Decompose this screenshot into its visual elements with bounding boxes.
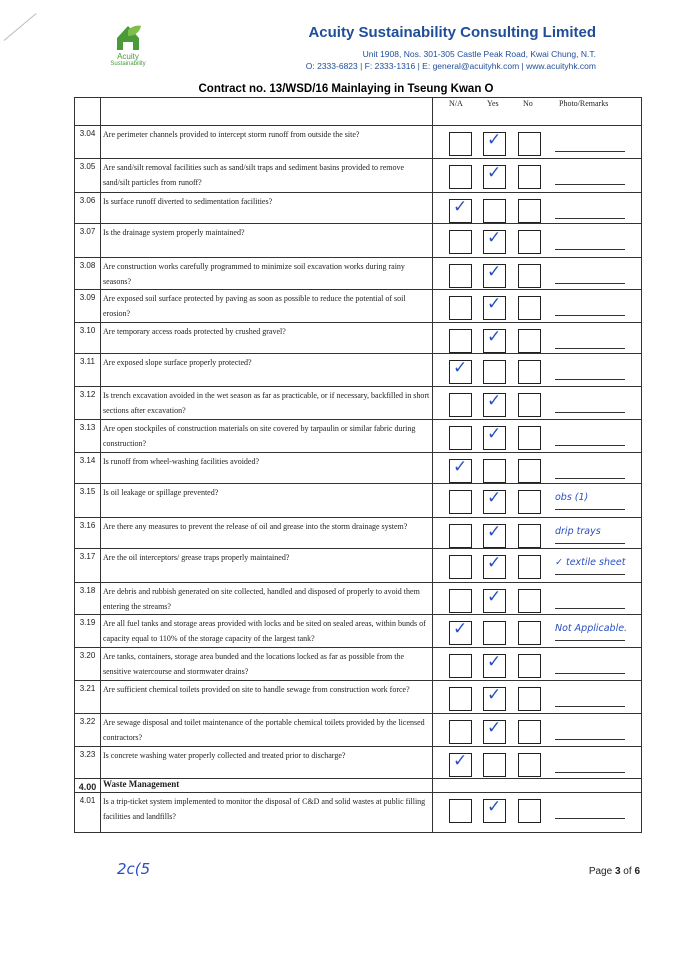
checkbox-yes[interactable] [483,360,506,384]
answer-cell [433,193,642,224]
handwritten-remark: Not Applicable. [555,623,628,634]
item-number: 3.22 [75,714,101,747]
item-number: 3.16 [75,518,101,549]
item-question: Is runoff from wheel-washing facilities avoided? [101,453,433,484]
item-number: 3.17 [75,549,101,583]
item-question: Are open stockpiles of construction materials on site covered by tarpaulin or similar fabric during construction? [101,420,433,453]
check-mark-icon: ✓ [487,685,502,705]
checkbox-no[interactable] [518,165,541,189]
answer-cell [433,420,642,453]
checkbox-no[interactable] [518,393,541,417]
company-logo [100,20,156,78]
checkbox-no[interactable] [518,654,541,678]
check-mark-icon: ✓ [453,197,468,217]
table-header-row [75,98,642,126]
remark-line[interactable] [555,218,625,219]
page-of: of [620,866,635,877]
check-mark-icon: ✓ [453,457,468,477]
checkbox-na[interactable] [449,720,472,744]
table-row [75,583,642,615]
check-mark-icon: ✓ [487,294,502,314]
answer-cell [433,258,642,290]
item-question: Are tanks, containers, storage area bunded and the locations locked as far as possible from the sensitive watercourse and stormwater drains? [101,648,433,681]
answer-cell [433,615,642,648]
item-question: Are there any measures to prevent the release of oil and grease into the storm drainage system? [101,518,433,549]
checkbox-no[interactable] [518,524,541,548]
item-question: Is the drainage system properly maintained? [101,224,433,258]
check-mark-icon: ✓ [487,163,502,183]
item-question: Is oil leakage or spillage prevented? [101,484,433,518]
checkbox-no[interactable] [518,589,541,613]
check-mark-icon: ✓ [487,797,502,817]
remark-line[interactable] [555,379,625,380]
check-mark-icon: ✓ [487,228,502,248]
checklist-table [74,97,642,833]
answer-cell [433,159,642,193]
checkbox-no[interactable] [518,132,541,156]
checkbox-no[interactable] [518,296,541,320]
answer-cell [433,793,642,833]
item-question: Are sewage disposal and toilet maintenance of the portable chemical toilets provided by the licensed contractors? [101,714,433,747]
remark-line[interactable] [555,412,625,413]
remark-line[interactable] [555,249,625,250]
table-row [75,126,642,159]
header-num-cell [75,98,101,126]
checkbox-no[interactable] [518,360,541,384]
header-question-cell [101,98,433,126]
checkbox-na[interactable] [449,132,472,156]
item-number: 4.01 [75,793,101,833]
table-row [75,354,642,387]
checkbox-na[interactable] [449,555,472,579]
checkbox-no[interactable] [518,687,541,711]
item-number: 3.06 [75,193,101,224]
table-row [75,648,642,681]
check-mark-icon: ✓ [487,553,502,573]
initials-signature: 2c(5 [117,860,151,878]
item-number: 3.12 [75,387,101,420]
answer-cell [433,549,642,583]
checklist-rows [75,126,642,833]
remark-line[interactable] [555,445,625,446]
check-mark-icon: ✓ [487,262,502,282]
checkbox-no[interactable] [518,621,541,645]
answer-cell [433,648,642,681]
checkbox-no[interactable] [518,329,541,353]
page-number [589,866,640,877]
item-number: 3.18 [75,583,101,615]
table-row [75,714,642,747]
checkbox-na[interactable] [449,490,472,514]
table-row [75,159,642,193]
check-mark-icon: ✓ [487,718,502,738]
logo-subtext: Sustainability [110,61,146,67]
check-mark-icon: ✓ [487,327,502,347]
item-question: Is concrete washing water properly collected and treated prior to discharge? [101,747,433,779]
checkbox-na[interactable] [449,165,472,189]
item-question: Is trench excavation avoided in the wet season as far as practicable, or if necessary, backfilled in short sections after excavation? [101,387,433,420]
checkbox-na[interactable] [449,393,472,417]
item-number: 3.21 [75,681,101,714]
check-mark-icon: ✓ [453,619,468,639]
item-question: Are temporary access roads protected by crushed gravel? [101,323,433,354]
remark-line[interactable] [555,543,625,544]
item-number: 3.15 [75,484,101,518]
answer-cell [433,714,642,747]
checkbox-na[interactable] [449,329,472,353]
answer-cell [433,126,642,159]
remark-line[interactable] [555,574,625,575]
checkbox-no[interactable] [518,426,541,450]
checkbox-na[interactable] [449,230,472,254]
page-total: 6 [634,866,640,877]
table-row [75,258,642,290]
item-question: Are all fuel tanks and storage areas provided with locks and be sited on sealed areas, within bunds of capacity equal to 110% of the storage capacity of the largest tank? [101,615,433,648]
table-row [75,387,642,420]
table-row [75,615,642,648]
item-number: 3.19 [75,615,101,648]
checkbox-na[interactable] [449,687,472,711]
item-question: Are perimeter channels provided to intercept storm runoff from outside the site? [101,126,433,159]
handwritten-remark: drip trays [555,526,601,537]
remark-line[interactable] [555,818,625,819]
answer-cell [433,323,642,354]
checkbox-yes[interactable] [483,199,506,223]
col-yes: Yes [487,99,499,108]
address-line: Unit 1908, Nos. 301-305 Castle Peak Road, Kwai Chung, N.T. [362,49,596,59]
remark-line[interactable] [555,315,625,316]
checkbox-yes[interactable] [483,459,506,483]
section-number: 4.00 [75,779,101,793]
check-mark-icon: ✓ [487,522,502,542]
remark-line[interactable] [555,348,625,349]
item-question: Are exposed slope surface properly protected? [101,354,433,387]
page-prefix: Page [588,866,615,877]
remark-line[interactable] [555,608,625,609]
remark-line[interactable] [555,478,625,479]
answer-cell [433,387,642,420]
check-mark-icon: ✓ [487,391,502,411]
answer-cell [433,583,642,615]
checkbox-yes[interactable] [483,621,506,645]
company-name: Acuity Sustainability Consulting Limited [308,24,596,41]
item-question: Are exposed soil surface protected by paving as soon as possible to reduce the potential of soil erosion? [101,290,433,323]
handwritten-remark: obs (1) [555,492,589,503]
checkbox-no[interactable] [518,799,541,823]
remark-line[interactable] [555,673,625,674]
item-question: Are the oil interceptors/ grease traps properly maintained? [101,549,433,583]
col-remarks: Photo/Remarks [559,99,609,108]
contract-title: Contract no. 13/WSD/16 Mainlaying in Tseung Kwan O [198,83,494,95]
remark-line[interactable] [555,283,625,284]
answer-cell [433,354,642,387]
remark-line[interactable] [555,772,625,773]
item-number: 3.11 [75,354,101,387]
remark-line[interactable] [555,184,625,185]
page-current: 3 [614,866,621,877]
checkbox-na[interactable] [449,589,472,613]
table-row [75,518,642,549]
remark-line[interactable] [555,739,625,740]
check-mark-icon: ✓ [487,652,502,672]
answer-cell [433,747,642,779]
col-na: N/A [449,99,463,108]
item-number: 3.20 [75,648,101,681]
table-row [75,193,642,224]
checkbox-na[interactable] [449,296,472,320]
checkbox-no[interactable] [518,720,541,744]
contact-line: O: 2333-6823 | F: 2333-1316 | E: general@acuityhk.com | www.acuityhk.com [305,61,596,71]
item-number: 3.05 [75,159,101,193]
item-number: 3.04 [75,126,101,159]
table-row [75,453,642,484]
checkbox-na[interactable] [449,426,472,450]
checkbox-no[interactable] [518,199,541,223]
check-mark-icon: ✓ [487,587,502,607]
check-mark-icon: ✓ [453,751,468,771]
answer-cell [433,681,642,714]
answer-cell [433,290,642,323]
section-blank-cell [433,779,642,793]
logo-text: Acuity [117,52,139,61]
handwritten-remark: ✓ textile sheet [555,557,626,568]
table-row [75,290,642,323]
item-question: Are sufficient chemical toilets provided on site to handle sewage from construction work force? [101,681,433,714]
checkbox-na[interactable] [449,264,472,288]
section-header-row [75,779,642,793]
table-row [75,793,642,833]
item-question: Are construction works carefully programmed to minimize soil excavation works during rainy seasons? [101,258,433,290]
checkbox-no[interactable] [518,753,541,777]
checkbox-na[interactable] [449,524,472,548]
item-question: Are sand/silt removal facilities such as sand/silt traps and sediment basins provided to remove sand/silt particles from runoff? [101,159,433,193]
item-question: Is a trip-ticket system implemented to monitor the disposal of C&D and solid wastes at public filling facilities and landfills? [101,793,433,833]
item-question: Are debris and rubbish generated on site collected, handled and disposed of properly to avoid them entering the streams? [101,583,433,615]
remark-line[interactable] [555,509,625,510]
remark-line[interactable] [555,706,625,707]
leaf-house-icon [113,20,143,52]
checkbox-yes[interactable] [483,753,506,777]
check-mark-icon: ✓ [487,424,502,444]
table-row [75,681,642,714]
item-number: 3.07 [75,224,101,258]
table-row [75,224,642,258]
table-row [75,323,642,354]
checkbox-no[interactable] [518,230,541,254]
item-number: 3.23 [75,747,101,779]
check-mark-icon: ✓ [487,130,502,150]
check-mark-icon: ✓ [487,488,502,508]
checkbox-no[interactable] [518,459,541,483]
col-no: No [523,99,533,108]
remark-line[interactable] [555,151,625,152]
header-answer-cell [433,98,642,126]
answer-cell [433,453,642,484]
item-question: Is surface runoff diverted to sedimentation facilities? [101,193,433,224]
checkbox-na[interactable] [449,799,472,823]
table-row [75,484,642,518]
remark-line[interactable] [555,640,625,641]
checkbox-no[interactable] [518,490,541,514]
table-row [75,747,642,779]
item-number: 3.09 [75,290,101,323]
table-row [75,549,642,583]
checkbox-no[interactable] [518,555,541,579]
section-title: Waste Management [101,779,433,793]
item-number: 3.14 [75,453,101,484]
check-mark-icon: ✓ [453,358,468,378]
item-number: 3.10 [75,323,101,354]
checkbox-na[interactable] [449,654,472,678]
answer-cell [433,518,642,549]
answer-cell [433,484,642,518]
item-number: 3.08 [75,258,101,290]
scan-corner-mark [4,13,37,41]
checkbox-no[interactable] [518,264,541,288]
answer-cell [433,224,642,258]
item-number: 3.13 [75,420,101,453]
company-address [306,48,596,72]
table-row [75,420,642,453]
